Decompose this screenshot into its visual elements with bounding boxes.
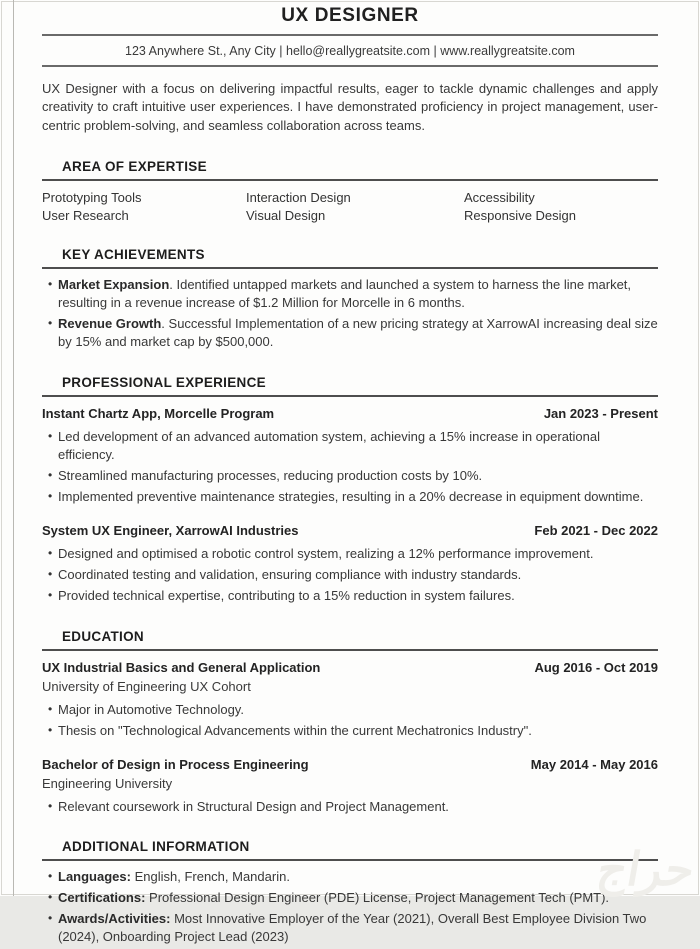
education-bullet: • Major in Automotive Technology. [42, 701, 658, 719]
achievement-item [42, 276, 658, 312]
additional-item [42, 889, 658, 907]
section-heading: EDUCATION [62, 628, 144, 644]
bullet-icon: • [48, 316, 53, 331]
contact-line: 123 Anywhere St., Any City | hello@reallygreatsite.com | www.reallygreatsite.com [125, 44, 575, 58]
section-additional-information [42, 839, 658, 946]
section-rule [42, 859, 658, 861]
additional-item [42, 910, 658, 946]
education-bullet: • Relevant coursework in Structural Design and Project Management. [42, 798, 658, 816]
section-key-achievements [42, 247, 658, 351]
bullet-icon: • [48, 429, 53, 444]
scan-edge-line [13, 0, 14, 896]
job-bullet: • Provided technical expertise, contributing to a 15% reduction in system failures. [42, 587, 658, 605]
additional-lead: Awards/Activities: [58, 911, 171, 927]
achievement-item [42, 315, 658, 351]
education-bullet-list [42, 798, 658, 816]
education-dates: Aug 2016 - Oct 2019 [534, 659, 658, 675]
education-entry-header [42, 757, 658, 772]
expertise-item: Prototyping Tools [42, 190, 142, 206]
job-dates: Feb 2021 - Dec 2022 [534, 522, 658, 538]
additional-text: English, French, Mandarin. [130, 869, 290, 885]
education-bullet-list [42, 701, 658, 740]
section-rule [42, 179, 658, 181]
section-rule [42, 395, 658, 397]
job-title: System UX Engineer, XarrowAI Industries [42, 522, 299, 538]
achievement-text: . Identified untapped markets and launched a system to harness the line market, resulting in a revenue increase of $1.2 Million for Morcelle in 6 months. [58, 277, 632, 311]
resume-content [42, 3, 658, 949]
section-professional-experience [42, 375, 658, 605]
education-bullet: • Thesis on "Technological Advancements within the current Mechatronics Industry". [42, 722, 658, 740]
header-rule-top [42, 34, 658, 36]
job-bullet: • Streamlined manufacturing processes, reducing production costs by 10%. [42, 467, 658, 485]
job-dates: Jan 2023 - Present [543, 406, 658, 422]
job-bullet: • Designed and optimised a robotic control system, realizing a 12% performance improvement. [42, 545, 658, 563]
expertise-item: Responsive Design [464, 208, 577, 224]
achievement-lead: Market Expansion [58, 277, 170, 293]
bullet-icon: • [48, 701, 53, 716]
bullet-icon: • [48, 911, 53, 926]
section-education [42, 629, 658, 816]
bullet-icon: • [48, 798, 53, 813]
achievements-list [42, 276, 658, 351]
resume-title: UX DESIGNER [281, 5, 419, 26]
achievement-text: . Successful Implementation of a new pricing strategy at XarrowAI increasing deal size by 15% and market cap by $500,000. [58, 316, 658, 350]
bullet-icon: • [48, 890, 53, 905]
section-area-of-expertise [42, 159, 658, 223]
job-bullet: • Led development of an advanced automation system, achieving a 15% increase in operational efficiency. [42, 428, 658, 464]
additional-item [42, 868, 658, 886]
additional-lead: Certifications: [58, 890, 146, 906]
degree-title: UX Industrial Basics and General Application [42, 659, 321, 675]
section-heading: PROFESSIONAL EXPERIENCE [62, 375, 266, 391]
bullet-icon: • [48, 587, 53, 602]
job-bullet: • Implemented preventive maintenance strategies, resulting in a 20% decrease in equipment downtime. [42, 488, 658, 506]
education-dates: May 2014 - May 2016 [530, 756, 658, 772]
section-heading: KEY ACHIEVEMENTS [62, 247, 205, 263]
school-name: Engineering University [42, 775, 173, 791]
expertise-item: Accessibility [464, 190, 535, 206]
achievement-lead: Revenue Growth [58, 316, 162, 332]
bullet-icon: • [48, 722, 53, 737]
additional-text: Most Innovative Employer of the Year (2021), Overall Best Employee Division Two (2024), Onboarding Project Lead (2023) [58, 911, 647, 945]
section-rule [42, 267, 658, 269]
job-title: Instant Chartz App, Morcelle Program [42, 406, 275, 422]
expertise-item: Interaction Design [246, 190, 351, 206]
expertise-item: Visual Design [246, 208, 326, 224]
bullet-icon: • [48, 277, 53, 292]
watermark-logo: حراج [593, 843, 699, 895]
job-entry-header [42, 523, 658, 538]
bullet-icon: • [48, 545, 53, 560]
job-bullet-list [42, 545, 658, 605]
education-entry-header [42, 660, 658, 675]
expertise-grid [42, 190, 658, 223]
job-bullet-list [42, 428, 658, 506]
additional-list [42, 868, 658, 946]
degree-title: Bachelor of Design in Process Engineering [42, 756, 309, 772]
bullet-icon: • [48, 467, 53, 482]
bullet-icon: • [48, 566, 53, 581]
section-rule [42, 649, 658, 651]
bullet-icon: • [48, 488, 53, 503]
bullet-icon: • [48, 869, 53, 884]
section-heading: ADDITIONAL INFORMATION [62, 839, 250, 855]
additional-text: Professional Design Engineer (PDE) License, Project Management Tech (PMT). [145, 890, 610, 906]
job-bullet: • Coordinated testing and validation, ensuring compliance with industry standards. [42, 566, 658, 584]
summary-text: UX Designer with a focus on delivering impactful results, eager to tackle dynamic challenges and apply creativity to craft intuitive user experiences. I have demonstrated proficiency in project management, user-centric problem-solving, and seamless collaboration across teams. [42, 81, 658, 133]
job-entry-header [42, 406, 658, 421]
header-rule-bottom [42, 65, 658, 67]
expertise-item: User Research [42, 208, 129, 224]
school-name: University of Engineering UX Cohort [42, 678, 251, 694]
additional-lead: Languages: [58, 869, 131, 885]
section-heading: AREA OF EXPERTISE [62, 159, 207, 175]
